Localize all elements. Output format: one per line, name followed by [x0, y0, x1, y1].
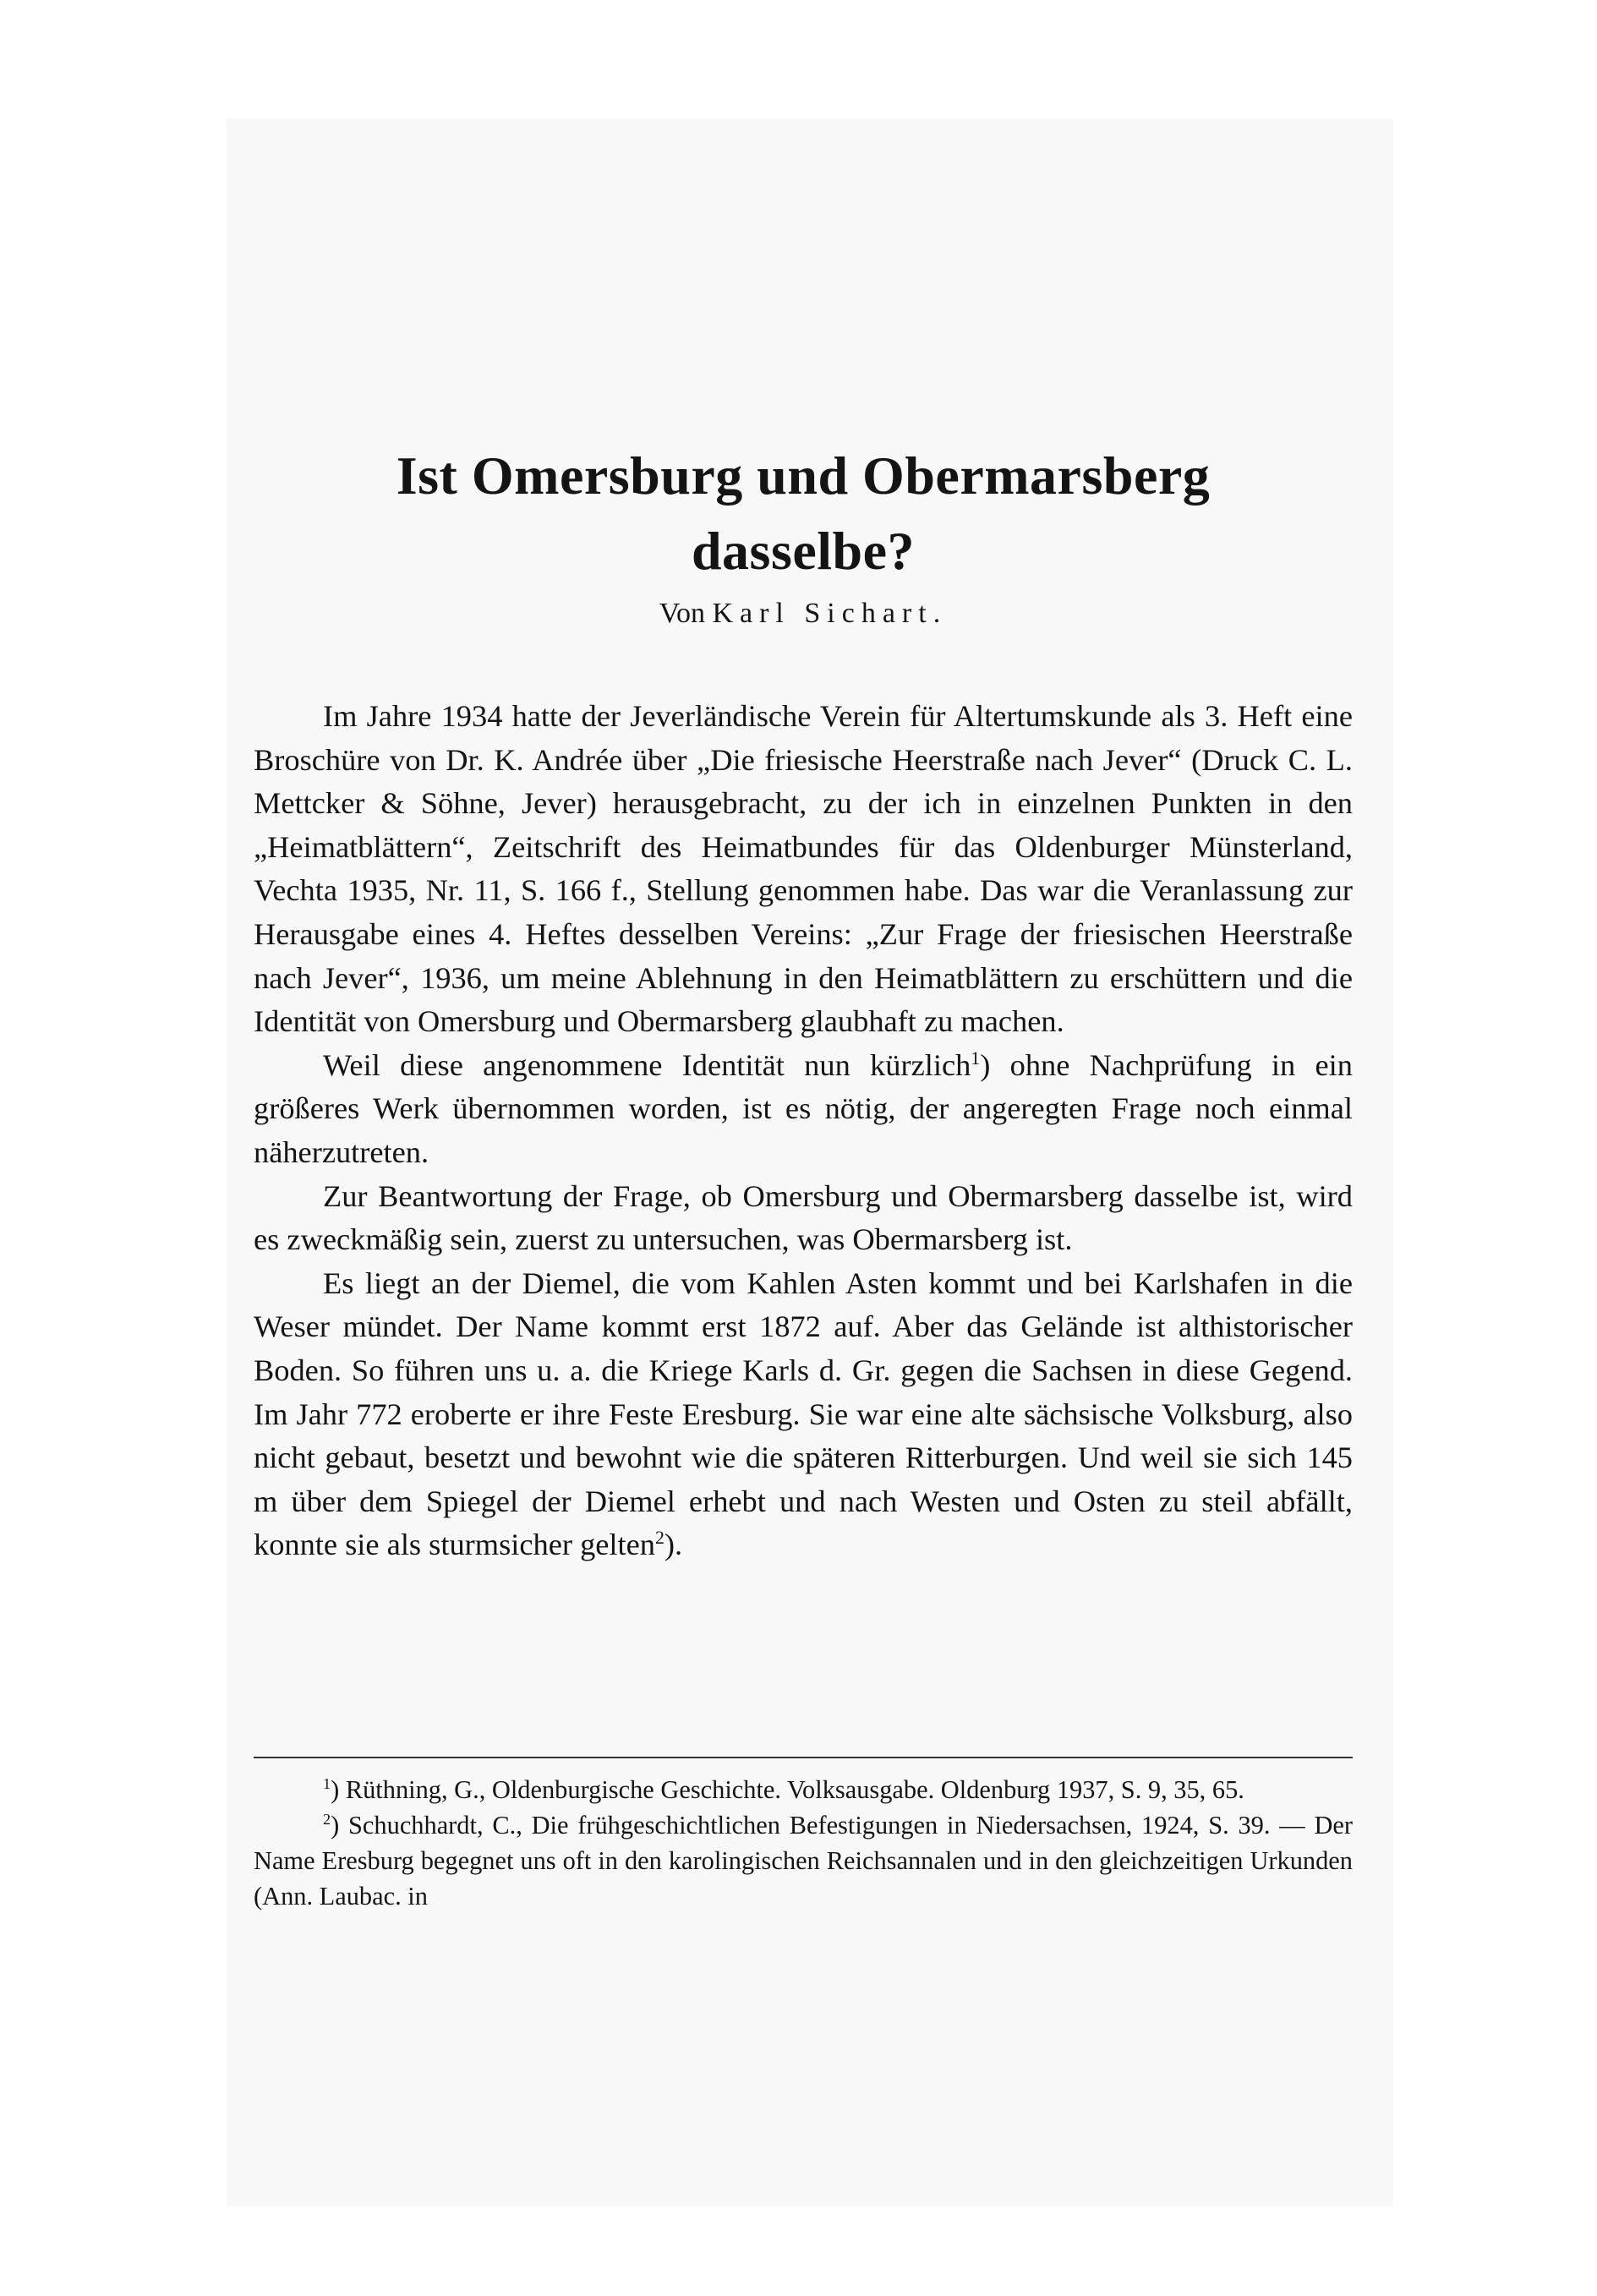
footnote-ref-2: 2 — [654, 1528, 665, 1549]
paragraph-3 — [254, 1175, 1353, 1262]
paragraph-1-text: Im Jahre 1934 hatte der Jeverländische Verein für Altertumskunde als 3. Heft eine Broschüre von Dr. K. Andrée über „Die friesische Heerstraße nach Jever“ (Druck C. L. Mettcker & Söhne, Jever) herausgebracht, zu der ich in einzelnen Punkten in den „Heimatblättern“, Zeitschrift des Heimatbundes für das Oldenburger Münsterland, Vechta 1935, Nr. 11, S. 166 f., Stellung genommen habe. Das war die Veranlassung zur Herausgabe eines 4. Heftes desselben Vereins: „Zur Frage der friesischen Heerstraße nach Jever“, 1936, um meine Ablehnung in den Heimatblättern zu erschüttern und die Identität von Omersburg und Obermarsberg glaubhaft zu machen. — [254, 699, 1353, 1039]
footnote-mark-1: 1 — [323, 1774, 331, 1792]
footnote-mark-2: 2 — [323, 1810, 331, 1828]
paragraph-1 — [254, 695, 1353, 1044]
footnote-divider — [254, 1757, 1353, 1758]
footnotes — [254, 1772, 1353, 1914]
article-title-line-1: Ist Omersburg und Obermarsberg — [396, 446, 1211, 506]
footnote-1 — [254, 1772, 1353, 1807]
paragraph-4 — [254, 1262, 1353, 1567]
article-byline — [254, 597, 1353, 631]
paragraph-2-text-cont: ) ohne Nachprüfung in ein größeres Werk übernommen worden, ist es nötig, der angeregten Frage noch einmal näherzutreten. — [254, 1047, 1353, 1169]
paragraph-2 — [254, 1044, 1353, 1175]
paragraph-2-text: Weil diese angenommene Identität nun kürzlich — [323, 1047, 971, 1082]
article-body — [254, 695, 1353, 1567]
footnote-1-text: ) Rüthning, G., Oldenburgische Geschichte. Volksausgabe. Oldenburg 1937, S. 9, 35, 65. — [331, 1775, 1244, 1804]
article-title — [254, 438, 1353, 588]
paragraph-4-text-cont: ). — [664, 1528, 683, 1562]
footnote-2 — [254, 1807, 1353, 1914]
article-title-line-2: dasselbe? — [691, 521, 916, 581]
author-name: Karl Sichart. — [712, 598, 948, 629]
footnote-2-text: ) Schuchhardt, C., Die frühgeschichtlichen Befestigungen in Niedersachsen, 1924, S. 39. — Der Name Eresburg begegnet uns oft in den karolingischen Reichsannalen und in den gleichzeitigen Urkunden (Ann. Laubac. in — [254, 1811, 1353, 1911]
paragraph-3-text: Zur Beantwortung der Frage, ob Omersburg und Obermarsberg dasselbe ist, wird es zweckmäßig sein, zuerst zu untersuchen, was Obermarsberg ist. — [254, 1178, 1353, 1257]
footnote-ref-1: 1 — [971, 1047, 981, 1069]
paragraph-4-text: Es liegt an der Diemel, die vom Kahlen Asten kommt und bei Karlshafen in die Weser mündet. Der Name kommt erst 1872 auf. Aber das Gelände ist althistorischer Boden. So führen uns u. a. die Kriege Karls d. Gr. gegen die Sachsen in diese Gegend. Im Jahr 772 eroberte er ihre Feste Eresburg. Sie war eine alte sächsische Volksburg, also nicht gebaut, besetzt und bewohnt wie die späteren Ritterburgen. Und weil sie sich 145 m über dem Spiegel der Diemel erhebt und nach Westen und Osten zu steil abfällt, konnte sie als sturmsicher gelten — [254, 1266, 1353, 1562]
byline-prefix: Von — [659, 598, 705, 629]
